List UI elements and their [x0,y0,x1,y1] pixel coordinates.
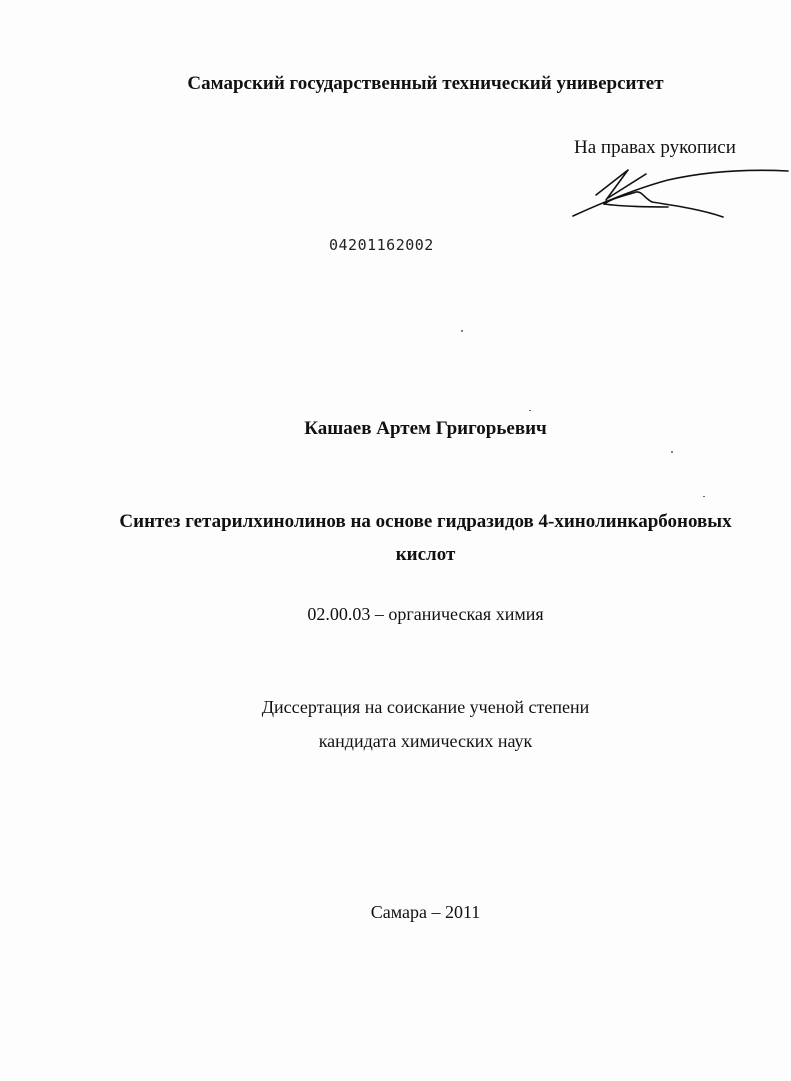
signature-icon [568,162,791,222]
scan-speck [671,451,673,453]
scan-speck [703,496,705,497]
dissertation-title-line-1: Синтез гетарилхинолинов на основе гидразидов 4-хинолинкарбоновых [119,511,732,532]
degree-line-1: Диссертация на соискание ученой степени [261,697,590,717]
rights-note: На правах рукописи [574,137,736,158]
scan-speck [529,410,531,411]
specialty-code: 02.00.03 – органическая химия [307,604,544,624]
dissertation-title-line-2: кислот [395,544,456,565]
author-name: Кашаев Артем Григорьевич [304,418,547,439]
degree-line-2: кандидата химических наук [318,731,533,751]
university-name: Самарский государственный технический университет [187,73,664,94]
registration-number: 04201162002 [329,236,434,254]
place-and-year: Самара – 2011 [370,902,481,922]
scan-speck [461,330,463,332]
